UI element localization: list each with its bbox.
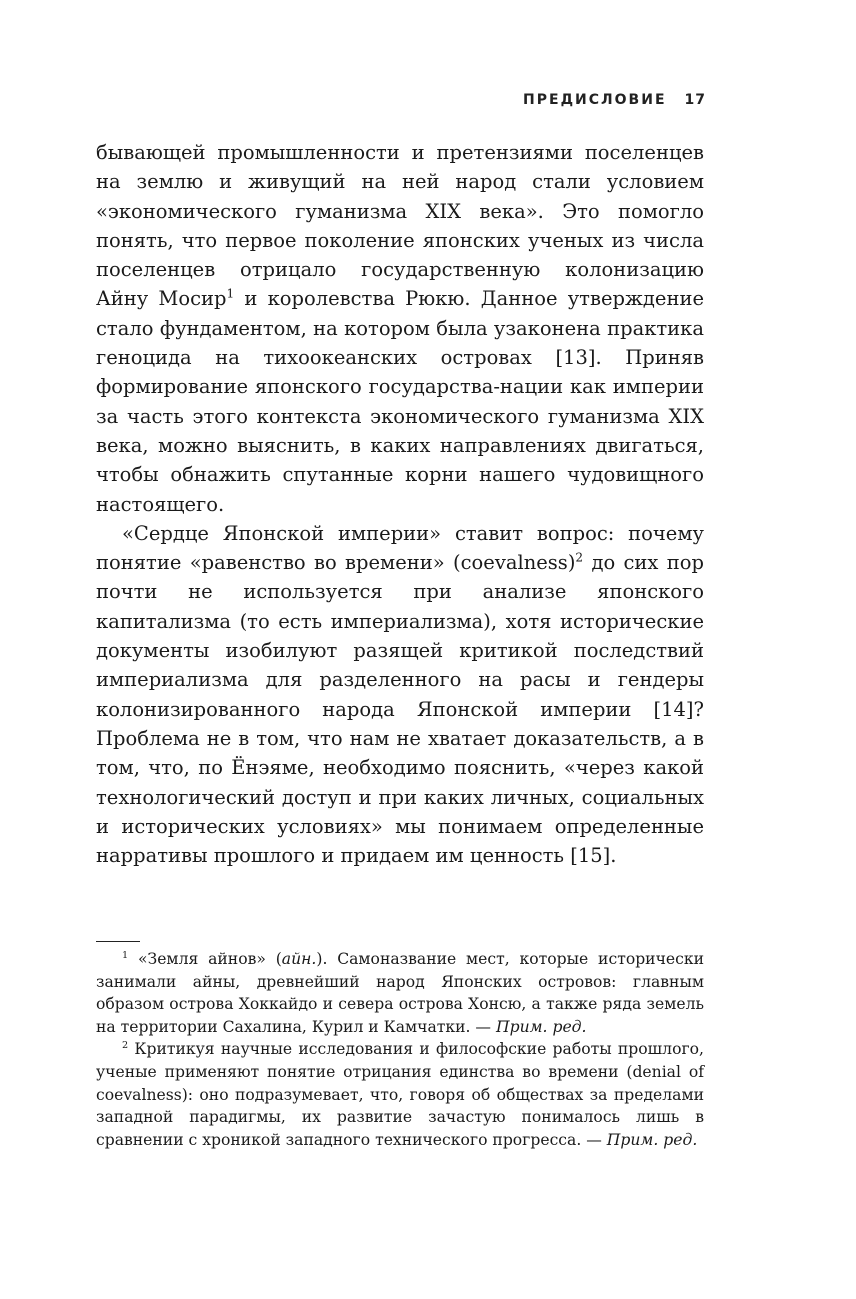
footnote-2-text-a: Критикуя научные исследования и философские работы прошлого, ученые применяют понятие отрицания единства во времени (denial of coevalness): оно подразумевает, что, говоря об обществах за пределами западной парадигмы, их развитие зачастую понималось лишь в сравнении с хроникой западного технического прогресса. — — [96, 1040, 704, 1149]
footnote-1-text-a: «Земля айнов» ( — [128, 950, 282, 968]
paragraph-1-text-b: и королевства Рюкю. Данное утверждение стало фундаментом, на котором была узаконена практика геноцида на тихоокеанских островах [13]. Приняв формирование японского государства-нации как империи за часть этого контекста экономического гуманизма XIX века, можно выяснить, в каких направлениях двигаться, чтобы обнажить спутанные корни нашего чудовищного настоящего. — [96, 287, 704, 516]
footnote-2-italic-a: Прим. ред. — [606, 1130, 698, 1149]
footnotes — [96, 948, 704, 1151]
paragraph-1-text-a: бывающей промышленности и претензиями поселенцев на землю и живущий на ней народ стали условием «экономического гуманизма XIX века». Это помогло понять, что первое поколение японских ученых из числа поселенцев отрицало государственную колонизацию Айну Мосир — [96, 141, 704, 311]
paragraph-2-text-a: «Сердце Японской империи» ставит вопрос: почему понятие «равенство во времени» (coevalness) — [96, 521, 704, 575]
paragraph-1 — [96, 138, 704, 519]
footnote-1-italic-a: айн. — [281, 950, 317, 968]
footnote-divider — [96, 941, 140, 942]
section-title: ПРЕДИСЛОВИЕ — [523, 92, 667, 108]
main-text — [96, 138, 704, 870]
paragraph-2-text-b: до сих пор почти не используется при анализе японского капитализма (то есть империализма), хотя исторические документы изобилуют разящей критикой последствий империализма для разделенного на расы и гендеры колонизированного народа Японской империи [14]? Проблема не в том, что нам не хватает доказательств, а в том, что, по Ёнэяме, необходимо пояснить, «через какой технологический доступ и при каких личных, социальных и исторических условиях» мы понимаем определенные нарративы прошлого и придаем им ценность [15]. — [96, 551, 704, 868]
footnote-ref-2: 2 — [575, 550, 584, 565]
footnote-2-marker: 2 — [122, 1040, 129, 1052]
footnote-1-text-b: ). Самоназвание мест, которые исторически занимали айны, древнейший народ Японских островов: главным образом острова Хоккайдо и севера острова Хонсю, а также ряда земель на территории Сахалина, Курил и Камчатки. — — [96, 950, 704, 1036]
paragraph-2 — [96, 519, 704, 871]
footnote-ref-1: 1 — [226, 286, 235, 301]
footnote-1 — [96, 948, 704, 1038]
footnote-1-marker: 1 — [122, 949, 129, 961]
footnote-1-italic-b: Прим. ред. — [496, 1017, 587, 1036]
footnote-2 — [96, 1038, 704, 1151]
page-number: 17 — [684, 92, 706, 108]
running-head — [523, 92, 706, 108]
